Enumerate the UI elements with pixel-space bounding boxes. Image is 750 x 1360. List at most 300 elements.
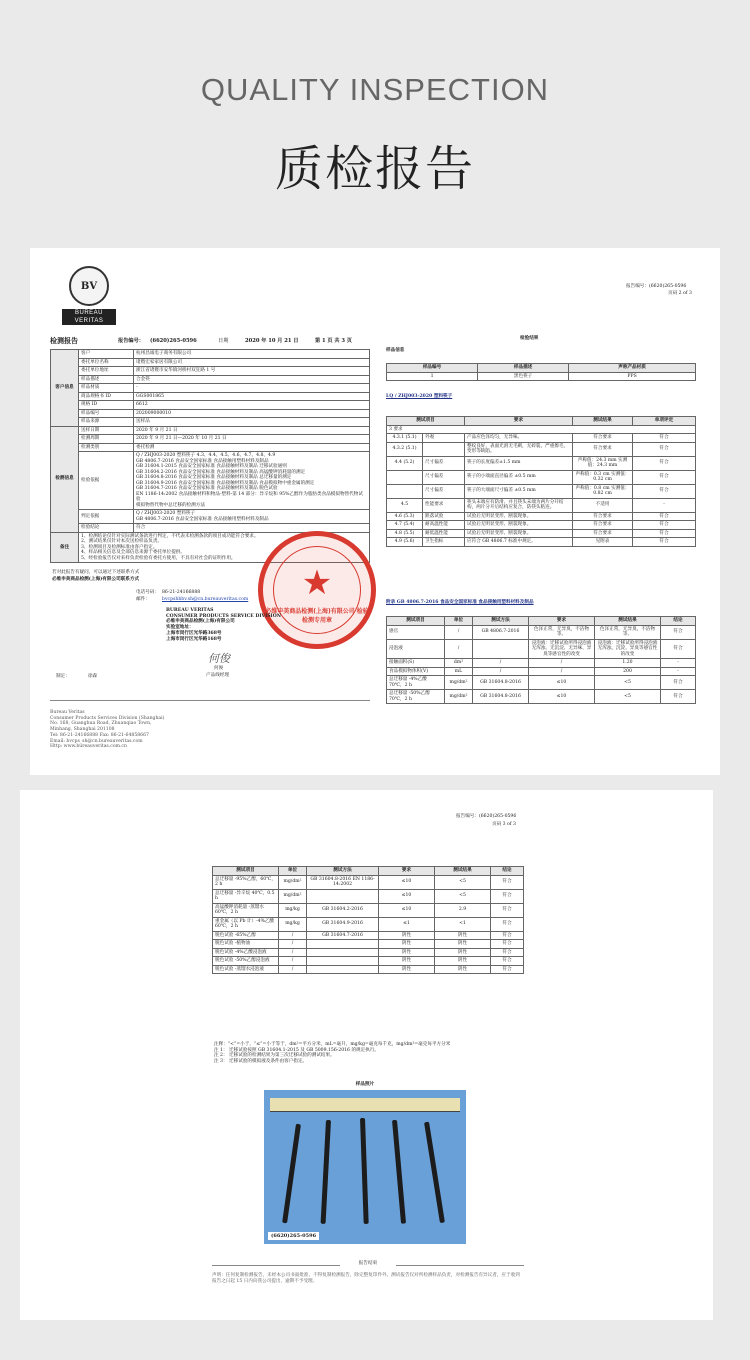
field-label: 委托单位名称 bbox=[79, 358, 134, 367]
table-cell bbox=[307, 948, 379, 957]
table-cell: / bbox=[529, 667, 595, 676]
field-label: 样品描述 bbox=[79, 375, 134, 384]
p2-report-no: 报告编号：(6620)265-0596 bbox=[626, 284, 687, 289]
table-cell: 外观 bbox=[423, 434, 465, 443]
table-cell: 总迁移量 -异辛烷 40℃，0.5 h bbox=[213, 889, 279, 903]
field-value: 6612 bbox=[134, 401, 370, 410]
table-cell: GB 31604.9-2016 bbox=[307, 917, 379, 931]
table-cell: 脱色试验 -50%乙醇浸泡液 bbox=[213, 957, 279, 966]
column-header: 样品描述 bbox=[478, 364, 569, 373]
basis-line: GB 31604.9-2016 食品安全国家标准 食品接触材料及制品 食品模拟物中重金属的测定 bbox=[136, 480, 315, 486]
table-cell: 1.20 bbox=[595, 659, 661, 668]
section-label: 3 要求 bbox=[387, 425, 696, 434]
table-cell: 符合 bbox=[491, 875, 524, 889]
table-row bbox=[51, 452, 370, 510]
table-cell: - bbox=[661, 667, 696, 676]
sample-photo bbox=[264, 1090, 466, 1244]
table-cell: ≤10 bbox=[379, 903, 435, 917]
table-cell: 不适用 bbox=[573, 498, 633, 512]
table-cell: 色泽正常，无异臭，不洁物等。 bbox=[595, 625, 661, 639]
p2-section-title: 检验结果 bbox=[520, 336, 539, 341]
address-line: Bureau Veritas bbox=[50, 710, 85, 715]
table-cell: 筷头末端应有防滑、并且筷头末端为两片分开结构，两片分开后结构应复合，防筷头粘连。 bbox=[465, 498, 573, 512]
bureau-veritas-logo: BV BUREAU VERITAS bbox=[62, 266, 116, 332]
table-cell: / bbox=[445, 639, 473, 659]
column-header: 单项评定 bbox=[633, 417, 696, 426]
table-cell: 符合 bbox=[633, 512, 696, 521]
table-cell bbox=[473, 639, 529, 659]
table-cell: 符合 bbox=[633, 434, 696, 443]
table-cell: 符合 bbox=[633, 529, 696, 538]
p3-page: 页码 3 of 3 bbox=[492, 822, 516, 827]
address-line: Minhang, Shanghai 201108 bbox=[50, 727, 115, 733]
table-cell: / bbox=[279, 957, 307, 966]
report-title: 检测报告 bbox=[50, 336, 78, 345]
field-label: 检测周期 bbox=[79, 435, 134, 444]
table-cell: 符合 bbox=[633, 442, 696, 456]
table-row bbox=[51, 435, 370, 444]
table-cell: 筷子的小端面直径偏差 ±0.5 mm bbox=[465, 470, 573, 484]
column-header: 测试方法 bbox=[307, 867, 379, 876]
table-cell bbox=[387, 484, 423, 498]
column-header: 测试项目 bbox=[387, 617, 445, 626]
table-cell: 总迁移量 -95%乙醇，60℃，2 h bbox=[213, 875, 279, 889]
table-cell: GB 31604.8-2016 bbox=[473, 676, 529, 690]
std1-title: LQ / ZHJ003-2020 塑料筷子 bbox=[386, 394, 453, 399]
table-row bbox=[213, 957, 524, 966]
table-cell: 浸泡液：迁移试验所得浸泡液无浑浊、沉淀、异臭等感官性的改变 bbox=[595, 639, 661, 659]
table-row bbox=[387, 667, 696, 676]
field-value: GGS001865 bbox=[134, 392, 370, 401]
table-row bbox=[51, 426, 370, 435]
table-row bbox=[213, 875, 524, 889]
table-cell: 试验后无明显变形、断裂现象。 bbox=[465, 521, 573, 530]
address-line: Http: www.bureauveritas.com.cn bbox=[50, 744, 127, 750]
table-cell: ≤10 bbox=[379, 889, 435, 903]
table-row bbox=[387, 512, 696, 521]
table-cell: 阴性 bbox=[379, 957, 435, 966]
signer-title: 何俊 bbox=[214, 666, 224, 671]
table-row bbox=[213, 948, 524, 957]
p2-page: 页码 2 of 3 bbox=[668, 291, 692, 296]
table-cell: mg/kg bbox=[279, 917, 307, 931]
table-row bbox=[213, 940, 524, 949]
table-cell: / bbox=[279, 965, 307, 974]
email-label: 邮件： bbox=[136, 597, 150, 602]
basis-line: GB 31604.8-2016 食品安全国家标准 食品接触材料及制品 总迁移量的测定 bbox=[136, 475, 292, 480]
table-cell: 声称值：24.3 mm 实测值：24.3 mm bbox=[573, 456, 633, 470]
field-label: 样品来源 bbox=[79, 418, 134, 427]
table-cell: / bbox=[279, 948, 307, 957]
signer-role: 产品线经理 bbox=[206, 673, 229, 678]
field-value: 送样品 bbox=[134, 418, 370, 427]
column-header: 要求 bbox=[379, 867, 435, 876]
table-cell: ≤10 bbox=[529, 690, 595, 704]
table-cell: 阴性 bbox=[435, 957, 491, 966]
table-row bbox=[213, 965, 524, 974]
basis-line: GB 31604.7-2016 食品安全国家标准 食品接触材料及制品 脱色试验 bbox=[136, 486, 278, 491]
table-cell: 符合 bbox=[491, 965, 524, 974]
table-cell: mg/dm² bbox=[445, 690, 473, 704]
disclaimer: 声明：任何复制检测报告，未经本公司书面批准，不得复制检测报告，除完整复印件外。测试报告仅对所检测样品负责，对检测报告有异议者，应于收到报告之日起 15 日内向我公司提出，逾期不予受理。 bbox=[212, 1273, 520, 1284]
judgement-value bbox=[134, 510, 370, 524]
table-cell: 跌落试验 bbox=[423, 512, 465, 521]
judgement-line: Q / ZHJ003-2020 塑料筷子 bbox=[136, 511, 196, 516]
table-row bbox=[51, 350, 370, 359]
field-value: 委托检测 bbox=[134, 443, 370, 452]
phone: 86-21-24166888 bbox=[162, 590, 201, 595]
remark-line: 2、测试结果仅针对本次送检样品负责。 bbox=[81, 539, 163, 544]
column-header: 样品编号 bbox=[387, 364, 478, 373]
column-header: 测试结果 bbox=[595, 617, 661, 626]
email-link[interactable]: bvcpshbbv.sh@cn.bureauveritas.com bbox=[162, 597, 249, 602]
chopstick-icon bbox=[321, 1120, 331, 1224]
field-label: 客户 bbox=[79, 350, 134, 359]
table-cell: 应符合 GB 4806.7 标准中规定。 bbox=[465, 538, 573, 547]
table-row bbox=[387, 470, 696, 484]
column-header: 测试项目 bbox=[213, 867, 279, 876]
company-line: 必维申美商品检测(上海)有限公司 bbox=[166, 619, 235, 625]
table-cell: 符合 bbox=[633, 484, 696, 498]
company-line: 上海市闵行区光华路168号 bbox=[166, 636, 222, 642]
chopstick-icon bbox=[360, 1118, 369, 1224]
address-line: No. 168, Guanghua Road, Zhuanqiao Town, bbox=[50, 721, 152, 727]
basis-line: 模拟物替代物中总迁移的检测方法 bbox=[136, 502, 205, 508]
table-cell: 4.3.2 (5.1) bbox=[387, 442, 423, 456]
table-row bbox=[387, 425, 696, 434]
basis-line: GB 4806.7-2016 食品安全国家标准 食品接触用塑料材料及制品 bbox=[136, 458, 269, 464]
table-row bbox=[387, 676, 696, 690]
table-cell: 阴性 bbox=[379, 931, 435, 940]
table-cell: / bbox=[529, 659, 595, 668]
photo-label: (6620)265-0596 bbox=[268, 1232, 319, 1240]
table-cell: 卫生指标 bbox=[423, 538, 465, 547]
p3-table bbox=[212, 866, 524, 974]
remark-line: 3、检测项目及检测标准由客户指定。 bbox=[81, 544, 158, 550]
table-cell: <5 bbox=[595, 690, 661, 704]
table-cell: 脱色试验 -65%乙醇 bbox=[213, 931, 279, 940]
table-cell: mg/dm² bbox=[279, 875, 307, 889]
table-row bbox=[387, 498, 696, 512]
table-cell: 总迁移量 -50%乙醇 70℃，2 h bbox=[387, 690, 445, 704]
table-cell: 4.9 (5.6) bbox=[387, 538, 423, 547]
table-cell: ≤10 bbox=[529, 676, 595, 690]
chopstick-icon bbox=[424, 1122, 445, 1224]
address-line: Email: bvcps_sh@cn.bureauveritas.com bbox=[50, 738, 143, 744]
table-row bbox=[51, 392, 370, 401]
table-row bbox=[387, 456, 696, 470]
table-cell: 脱色试验 -蒸馏水浸泡液 bbox=[213, 965, 279, 974]
footer-address bbox=[50, 710, 164, 750]
table-cell: 接触面积(S) bbox=[387, 659, 445, 668]
photo-title: 样品照片 bbox=[355, 1082, 375, 1087]
column-header: 测试方法 bbox=[473, 617, 529, 626]
judgement-label: 判定依据 bbox=[79, 510, 134, 524]
field-label: 样品编号 bbox=[79, 409, 134, 418]
field-value: 诸暨宏家家居有限公司 bbox=[134, 358, 370, 367]
table-cell: 符合 bbox=[491, 940, 524, 949]
table-row bbox=[51, 384, 370, 393]
table-cell: 阴性 bbox=[435, 940, 491, 949]
chopstick-icon bbox=[392, 1120, 406, 1224]
table-cell: mg/dm² bbox=[279, 889, 307, 903]
field-label: 商品规格书 ID bbox=[79, 392, 134, 401]
table-cell: 产品应色泽均匀，无异味。 bbox=[465, 434, 573, 443]
p2-sample-info: 样品信息 bbox=[386, 348, 405, 353]
table-cell: 阴性 bbox=[435, 965, 491, 974]
table-cell: GB 31604.7-2016 bbox=[307, 931, 379, 940]
star-icon: ★ bbox=[301, 563, 333, 603]
table-row bbox=[387, 538, 696, 547]
table-cell: 尺寸偏差 bbox=[423, 456, 465, 470]
remark-label: 备注 bbox=[51, 532, 79, 563]
table-cell: 符合 bbox=[491, 889, 524, 903]
table-cell: 脱色试验 -4%乙酸浸泡液 bbox=[213, 948, 279, 957]
table-cell: 符合要求 bbox=[573, 434, 633, 443]
table-row bbox=[387, 625, 696, 639]
sample-table bbox=[386, 363, 696, 381]
table-cell: 符合要求 bbox=[573, 521, 633, 530]
table-cell: dm² bbox=[445, 659, 473, 668]
table-cell bbox=[307, 940, 379, 949]
table-row bbox=[51, 358, 370, 367]
table-cell: 符合 bbox=[633, 470, 696, 484]
table-row bbox=[51, 510, 370, 524]
table-cell: <5 bbox=[435, 875, 491, 889]
conclusion-label: 检验结论 bbox=[79, 524, 134, 533]
table-cell: 4.3.1 (5.1) bbox=[387, 434, 423, 443]
table-cell: 符合 bbox=[491, 917, 524, 931]
p3-report-no: 报告编号：(6620)265-0596 bbox=[456, 814, 517, 819]
report-date: 2020 年 10 月 21 日 bbox=[245, 338, 299, 344]
table-cell: 符合 bbox=[491, 903, 524, 917]
table-row bbox=[387, 529, 696, 538]
table-cell: 符合 bbox=[491, 948, 524, 957]
table-cell: 1 bbox=[387, 372, 478, 381]
table-cell: 阴性 bbox=[379, 948, 435, 957]
table-cell: 阴性 bbox=[379, 940, 435, 949]
bv-seal-icon: BV bbox=[69, 266, 109, 306]
table-cell: 整纹良好，表面光滑无毛刺，无碎裂，严重擦毛，变形等缺陷。 bbox=[465, 442, 573, 456]
table-cell: 筷子的大端面尺寸偏差 ±0.5 mm bbox=[465, 484, 573, 498]
field-value: 杭州昌诚电子商务有限公司 bbox=[134, 350, 370, 359]
column-header: 测试项目 bbox=[387, 417, 465, 426]
table-cell: 符合 bbox=[491, 931, 524, 940]
field-value: 2020 年 9 月 21 日 bbox=[134, 426, 370, 435]
address-line: Consumer Products Services Division (Shanghai) bbox=[50, 715, 165, 721]
table-row bbox=[51, 367, 370, 376]
table-cell: / bbox=[473, 659, 529, 668]
table-cell bbox=[307, 957, 379, 966]
table-row bbox=[387, 659, 696, 668]
table-cell: 4.8 (5.5) bbox=[387, 529, 423, 538]
table-cell: ≤1 bbox=[379, 917, 435, 931]
field-value: 202009000010 bbox=[134, 409, 370, 418]
phone-label: 电话号码： bbox=[136, 590, 159, 595]
company-line: CONSUMER PRODUCTS SERVICE DIVISION bbox=[166, 613, 281, 619]
contact-note: 若对此报告有疑问，可以通过下述联系方式 bbox=[52, 570, 140, 575]
table-cell: 性能要求 bbox=[423, 498, 465, 512]
chopstick-icon bbox=[282, 1124, 301, 1224]
table-cell: 4.5 bbox=[387, 498, 423, 512]
conclusion-value bbox=[134, 524, 370, 533]
table-cell: PPS bbox=[569, 372, 696, 381]
table-cell: 总迁移量 -4%乙酸 70℃，2 h bbox=[387, 676, 445, 690]
title-english: QUALITY INSPECTION bbox=[200, 72, 550, 107]
table-cell: / bbox=[279, 940, 307, 949]
made-by: 徐森 bbox=[88, 674, 98, 679]
table-cell: ≤10 bbox=[379, 875, 435, 889]
table-row bbox=[387, 484, 696, 498]
field-label: 样品材质 bbox=[79, 384, 134, 393]
table-cell: - bbox=[633, 498, 696, 512]
table-row bbox=[213, 903, 524, 917]
table-cell: 色泽正常，无异臭，不洁物等。 bbox=[529, 625, 595, 639]
report-sheet-1 bbox=[30, 248, 720, 775]
table-cell: <1 bbox=[435, 917, 491, 931]
made-label: 制定： bbox=[56, 674, 70, 679]
table-cell: 阴性 bbox=[435, 931, 491, 940]
table-cell bbox=[423, 442, 465, 456]
table-cell: GB 31604.8-2016 EN 1186-14:2002 bbox=[307, 875, 379, 889]
std2-table bbox=[386, 616, 696, 704]
std1-table bbox=[386, 416, 696, 547]
table-cell: 尺寸偏差 bbox=[423, 470, 465, 484]
table-cell: 高锰酸钾消耗量 -蒸馏水 60℃，2 h bbox=[213, 903, 279, 917]
field-label: 送样日期 bbox=[79, 426, 134, 435]
column-header: 要求 bbox=[465, 417, 573, 426]
table-row bbox=[387, 442, 696, 456]
signature: 何俊 bbox=[208, 652, 230, 665]
table-cell: 符合 bbox=[661, 676, 696, 690]
table-cell: GB 31604.8-2016 bbox=[473, 690, 529, 704]
table-cell: 脱色试验 -植物油 bbox=[213, 940, 279, 949]
field-label: 规格 ID bbox=[79, 401, 134, 410]
address-line: Tel: 86-21-24166888 Fax: 86-21-64858667 bbox=[50, 732, 149, 738]
conclusion-line: 符合 bbox=[136, 525, 146, 530]
table-cell: 见附表 bbox=[573, 538, 633, 547]
table-row bbox=[387, 521, 696, 530]
table-cell: mL bbox=[445, 667, 473, 676]
company-line: 实验室地址： bbox=[166, 625, 194, 631]
table-cell: GB 31604.2-2016 bbox=[307, 903, 379, 917]
field-value: 合金筷 bbox=[134, 375, 370, 384]
table-cell: 阴性 bbox=[435, 948, 491, 957]
basis-label: 检验依据 bbox=[79, 452, 134, 510]
basis-line: GB 31604.1-2015 食品安全国家标准 食品接触材料及制品 迁移试验通则 bbox=[136, 464, 287, 469]
table-row bbox=[51, 401, 370, 410]
date-label: 日期 bbox=[218, 338, 229, 344]
column-header: 结论 bbox=[491, 867, 524, 876]
official-stamp: ★ 必维申美商品检测(上海)有限公司 检验检测专用章 bbox=[258, 531, 376, 649]
table-cell: 感官 bbox=[387, 625, 445, 639]
table-cell: 符合 bbox=[633, 538, 696, 547]
table-cell: 食品模拟物体积(V) bbox=[387, 667, 445, 676]
table-cell: <5 bbox=[595, 676, 661, 690]
table-cell: 声称值：0.8 cm 实测值：0.82 cm bbox=[573, 484, 633, 498]
table-cell: 符合要求 bbox=[573, 512, 633, 521]
table-cell: 4.7 (5.4) bbox=[387, 521, 423, 530]
remark-line: 1、检测结论仅针对实际测试条款进行判定，不代表未检测条款的项目成功能符合要求。 bbox=[81, 533, 259, 539]
table-cell: mg/kg bbox=[279, 903, 307, 917]
report-no-label: 报告编号： bbox=[118, 338, 144, 344]
table-row bbox=[213, 917, 524, 931]
remark-line: 5、经检验报告仅对来样负责检验有委托方使用，不具有对社会的证明作用。 bbox=[81, 555, 236, 561]
table-cell: - bbox=[661, 659, 696, 668]
column-header: 单位 bbox=[445, 617, 473, 626]
table-row bbox=[387, 690, 696, 704]
table-row bbox=[213, 889, 524, 903]
table-cell: 试验后无明显变形、断裂现象。 bbox=[465, 529, 573, 538]
table-cell: 筷子的长度偏差±1.5 mm bbox=[465, 456, 573, 470]
table-row bbox=[387, 434, 696, 443]
basis-value bbox=[134, 452, 370, 510]
table-cell: 符合 bbox=[661, 625, 696, 639]
end-label: 报告结束 bbox=[340, 1261, 396, 1267]
table-row bbox=[51, 409, 370, 418]
table-cell: 声称值：0.3 cm 实测值：0.32 cm bbox=[573, 470, 633, 484]
column-header: 测试结果 bbox=[573, 417, 633, 426]
table-cell: 符合 bbox=[661, 690, 696, 704]
field-value: 浙江省诸暨市安华镇河桥村双狂路 1 号 bbox=[134, 367, 370, 376]
table-row bbox=[51, 375, 370, 384]
table-cell: 尺寸偏差 bbox=[423, 484, 465, 498]
table-cell: <5 bbox=[435, 889, 491, 903]
title-chinese: 质检报告 bbox=[274, 141, 475, 197]
table-cell: 试验后无明显变形、断裂现象。 bbox=[465, 512, 573, 521]
company-line: 上海市闵行区光华路368号 bbox=[166, 630, 222, 636]
report-no: (6620)265-0596 bbox=[150, 338, 197, 344]
table-cell: 符合要求 bbox=[573, 529, 633, 538]
table-cell: mg/dm² bbox=[445, 676, 473, 690]
field-label: 检测类别 bbox=[79, 443, 134, 452]
table-cell: 耐高温性能 bbox=[423, 521, 465, 530]
remark-line: 4、样品相关信息及全部信息来源于委托单位提供。 bbox=[81, 550, 185, 555]
company-block bbox=[166, 608, 281, 642]
table-cell: / bbox=[473, 667, 529, 676]
table-cell: 符合 bbox=[661, 639, 696, 659]
table-row bbox=[213, 931, 524, 940]
table-cell: / bbox=[445, 625, 473, 639]
field-value: - bbox=[134, 384, 370, 393]
table-cell: 浸泡液 bbox=[387, 639, 445, 659]
note-line: 注 1： 迁移试验按照 GB 31604.1-2015 及 GB 5009.156-2016 的规定执行。 bbox=[214, 1047, 380, 1053]
group-test: 检测信息 bbox=[51, 426, 79, 532]
table-cell: 符合 bbox=[633, 521, 696, 530]
table-cell bbox=[307, 965, 379, 974]
column-header: 要求 bbox=[529, 617, 595, 626]
table-cell: 符合 bbox=[491, 957, 524, 966]
table-row bbox=[387, 639, 696, 659]
table-cell: 黑色筷子 bbox=[478, 372, 569, 381]
page-info: 第 1 页 共 3 页 bbox=[315, 338, 352, 344]
table-cell: GB 4806.7-2016 bbox=[473, 625, 529, 639]
column-header: 结论 bbox=[661, 617, 696, 626]
table-cell: 符合要求 bbox=[573, 442, 633, 456]
company-line: BUREAU VERITAS bbox=[166, 608, 214, 613]
column-header: 单位 bbox=[279, 867, 307, 876]
contact-company: 必维申美商品检测(上海)有限公司联系方式 bbox=[52, 577, 140, 582]
table-cell bbox=[387, 470, 423, 484]
field-value: 2020 年 9 月 21 日—2020 年 10 月 21 日 bbox=[134, 435, 370, 444]
note-line: 注 3： 迁移试验的模拟液及条件由客户指定。 bbox=[214, 1059, 308, 1065]
p3-notes bbox=[214, 1042, 450, 1065]
note-line: 注释：“<”=小于，“≤”=小于等于，dm²=平方分米，mL=毫升，mg/kg=毫克每千克，mg/dm²=毫克每平方分米 bbox=[214, 1042, 451, 1047]
column-header: 测试结果 bbox=[435, 867, 491, 876]
table-cell: 耐低温性能 bbox=[423, 529, 465, 538]
ruler-icon bbox=[270, 1098, 460, 1112]
table-cell: / bbox=[279, 931, 307, 940]
